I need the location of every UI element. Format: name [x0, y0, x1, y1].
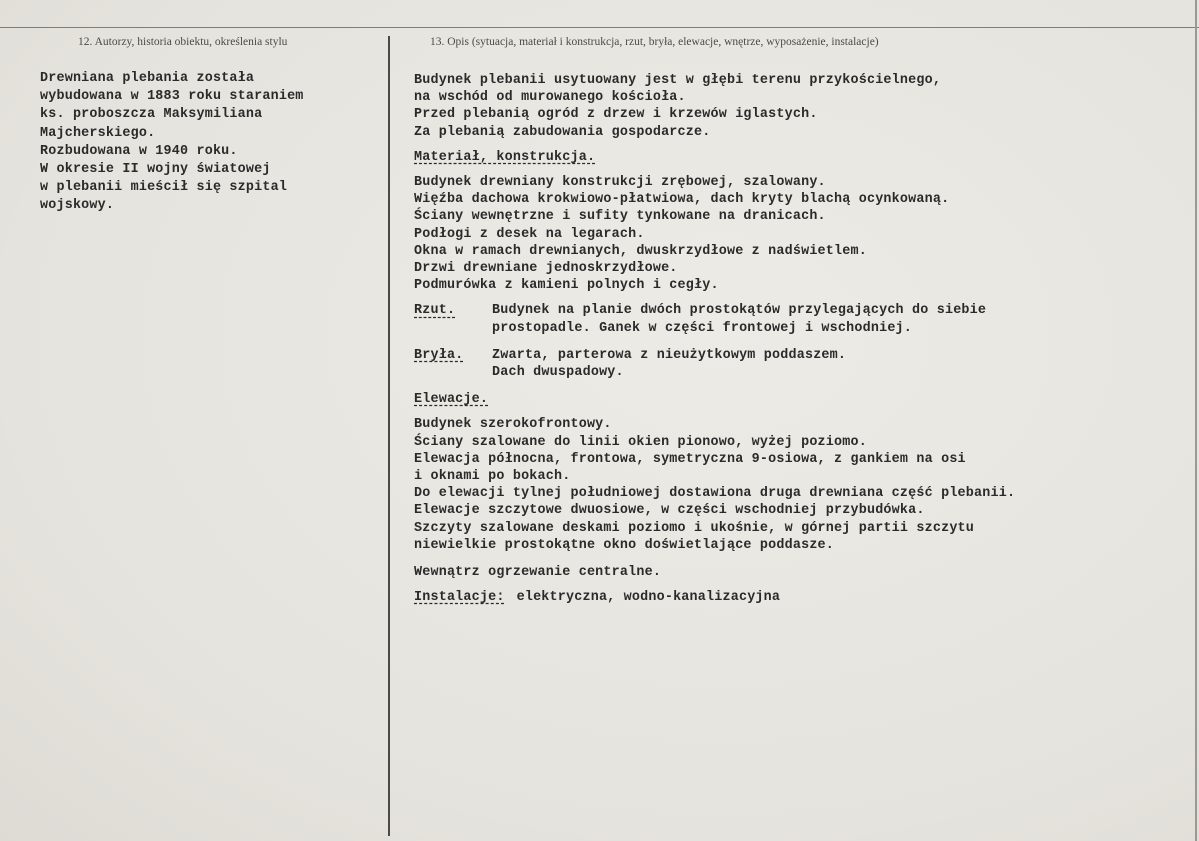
elewacje-line: Elewacje szczytowe dwuosiowe, w części wschodniej przybudówka. — [414, 503, 925, 519]
description-text — [414, 72, 1184, 606]
elewacje-line: Elewacja północna, frontowa, symetryczna 9-osiowa, z gankiem na osi — [414, 451, 966, 467]
elewacje-line: Do elewacji tylnej południowej dostawiona druga drewniana część plebanii. — [414, 486, 1016, 502]
history-line: ks. proboszcza Maksymiliana — [40, 107, 263, 123]
rzut-section — [414, 302, 1184, 336]
material-line: Więźba dachowa krokwiowo-płatwiowa, dach kryty blachą ocynkowaną. — [414, 192, 950, 208]
history-line: wojskowy. — [40, 198, 115, 214]
elewacje-line: Ściany szalowane do linii okien pionowo, wyżej poziomo. — [414, 434, 867, 450]
situation-line: Przed plebanią ogród z drzew i krzewów iglastych. — [414, 107, 818, 123]
rzut-label: Rzut. — [414, 303, 456, 319]
material-line: Budynek drewniany konstrukcji zrębowej, szalowany. — [414, 175, 826, 191]
material-heading: Materiał, konstrukcja. — [414, 149, 596, 165]
material-line: Ściany wewnętrzne i sufity tynkowane na dranicach. — [414, 209, 826, 225]
elewacje-line: Szczyty szalowane deskami poziomo i ukośnie, w górnej partii szczytu — [414, 520, 975, 536]
situation-line: Za plebanią zabudowania gospodarcze. — [414, 124, 711, 140]
material-line: Podłogi z desek na legarach. — [414, 226, 645, 242]
column-divider — [388, 36, 390, 836]
elewacje-section — [414, 391, 1184, 554]
material-section — [414, 149, 1184, 295]
situation-line: Budynek plebanii usytuowany jest w głębi terenu przykościelnego, — [414, 73, 942, 88]
material-line: Drzwi drewniane jednoskrzydłowe. — [414, 261, 678, 277]
bryla-line: Zwarta, parterowa z nieużytkowym poddaszem. — [492, 347, 847, 363]
history-line: Drewniana plebania została — [40, 71, 255, 86]
elewacje-line: Budynek szerokofrontowy. — [414, 417, 612, 433]
situation-section — [414, 72, 1184, 141]
elewacje-line: niewielkie prostokątne okno doświetlające poddasze. — [414, 537, 835, 553]
right-border-line — [1195, 0, 1197, 841]
instalacje-label: Instalacje: — [414, 590, 505, 606]
history-line: Majcherskiego. — [40, 125, 156, 141]
material-line: Okna w ramach drewnianych, dwuskrzydłowe z nadświetlem. — [414, 243, 867, 259]
elewacje-line: i oknami po bokach. — [414, 469, 571, 485]
rzut-line: prostopadle. Ganek w części frontowej i wschodniej. — [492, 320, 913, 336]
elewacje-heading: Elewacje. — [414, 392, 489, 408]
instalacje-section — [414, 589, 1184, 606]
top-border-line — [0, 27, 1199, 28]
left-column-header: 12. Autorzy, historia obiektu, określenia stylu — [78, 36, 288, 48]
right-column-header: 13. Opis (sytuacja, materiał i konstrukcja, rzut, bryła, elewacje, wnętrze, wyposażenie, instalacje) — [430, 36, 879, 48]
material-line: Podmurówka z kamieni polnych i cegły. — [414, 278, 719, 294]
interior-line: Wewnątrz ogrzewanie centralne. — [414, 565, 662, 581]
bryla-section — [414, 347, 1184, 381]
bryla-label: Bryła. — [414, 347, 464, 363]
history-text — [40, 70, 385, 216]
history-line: w plebanii mieścił się szpital — [40, 180, 288, 196]
bryla-line: Dach dwuspadowy. — [492, 365, 624, 381]
instalacje-value: elektryczna, wodno-kanalizacyjna — [516, 590, 781, 606]
situation-line: na wschód od murowanego kościoła. — [414, 90, 686, 106]
history-line: wybudowana w 1883 roku staraniem — [40, 89, 304, 105]
history-line: Rozbudowana w 1940 roku. — [40, 143, 238, 159]
rzut-line: Budynek na planie dwóch prostokątów przylegających do siebie — [492, 303, 987, 319]
history-line: W okresie II wojny światowej — [40, 162, 271, 178]
